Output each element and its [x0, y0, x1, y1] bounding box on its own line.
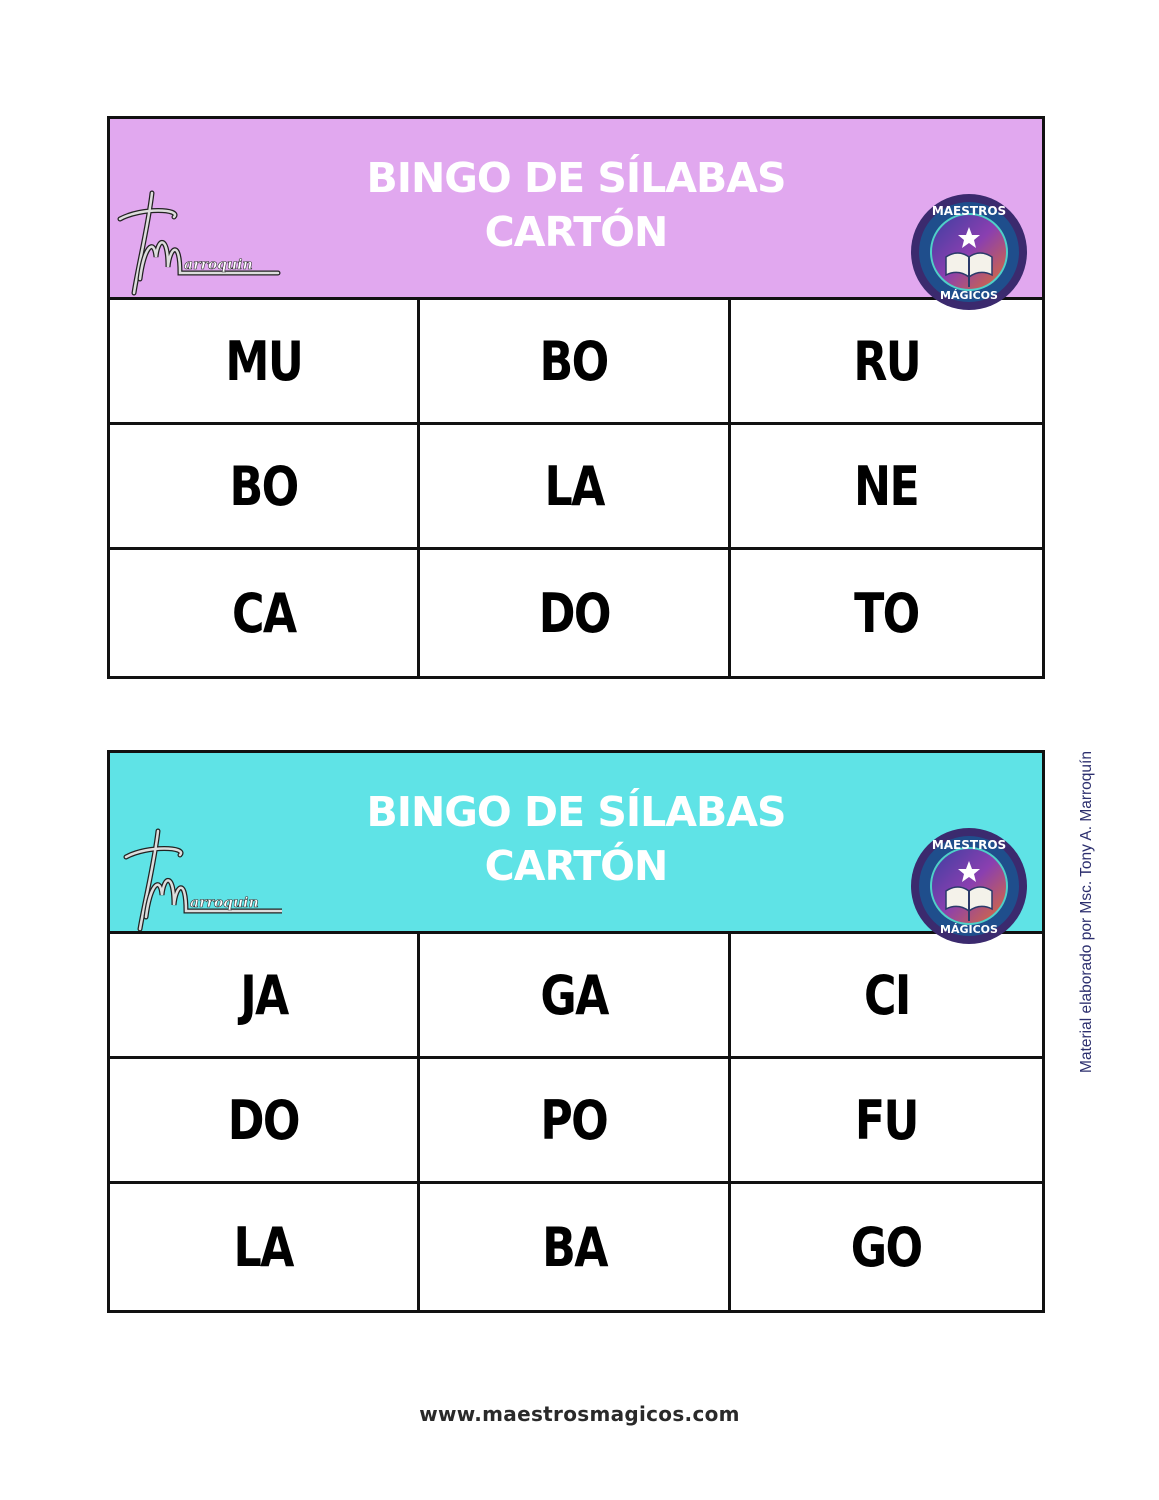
author-credit: Material elaborado por Msc. Tony A. Marroquín — [1078, 751, 1095, 1073]
card-title — [110, 785, 1042, 893]
syllable-cell[interactable]: PO — [420, 1059, 731, 1184]
syllable-cell[interactable]: TO — [854, 581, 919, 645]
bingo-card-1 — [107, 116, 1045, 679]
syllable-cell[interactable]: CA — [110, 550, 420, 676]
svg-text:arroquin: arroquin — [190, 895, 259, 911]
maestros-magicos-badge-icon — [908, 191, 1030, 313]
card-header — [110, 119, 1042, 300]
title-line-2: CARTÓN — [484, 842, 668, 890]
syllable-cell[interactable]: NE — [731, 425, 1042, 550]
syllable-grid — [110, 934, 1042, 1310]
card-title — [110, 151, 1042, 259]
card-header — [110, 753, 1042, 934]
syllable-cell[interactable]: DO — [110, 1059, 420, 1184]
syllable-cell[interactable]: JA — [110, 934, 420, 1059]
title-line-1: BINGO DE SÍLABAS — [366, 154, 786, 202]
title-line-1: BINGO DE SÍLABAS — [366, 788, 786, 836]
syllable-cell[interactable]: RU — [731, 300, 1042, 425]
syllable-cell[interactable]: FU — [731, 1059, 1042, 1184]
svg-text:arroquin: arroquin — [184, 257, 253, 273]
svg-text:MAESTROS: MAESTROS — [931, 838, 1007, 852]
svg-text:MAESTROS: MAESTROS — [931, 204, 1007, 218]
bingo-card-2 — [107, 750, 1045, 1313]
syllable-cell[interactable]: MU — [110, 300, 420, 425]
syllable-cell[interactable]: GO — [851, 1215, 922, 1279]
syllable-cell[interactable]: BA — [420, 1184, 731, 1310]
syllable-cell[interactable]: BO — [110, 425, 420, 550]
website-link[interactable]: www.maestrosmagicos.com — [419, 1402, 740, 1426]
syllable-cell[interactable]: LA — [420, 425, 731, 550]
syllable-cell[interactable]: LA — [110, 1184, 420, 1310]
syllable-cell[interactable]: BO — [420, 300, 731, 425]
title-line-2: CARTÓN — [484, 208, 668, 256]
syllable-cell[interactable]: GA — [420, 934, 731, 1059]
svg-text:MÁGICOS: MÁGICOS — [940, 923, 998, 936]
maestros-magicos-badge-icon — [908, 825, 1030, 947]
svg-text:MÁGICOS: MÁGICOS — [940, 289, 998, 302]
syllable-cell[interactable]: DO — [420, 550, 731, 676]
syllable-cell[interactable]: CI — [731, 934, 1042, 1059]
syllable-grid — [110, 300, 1042, 676]
